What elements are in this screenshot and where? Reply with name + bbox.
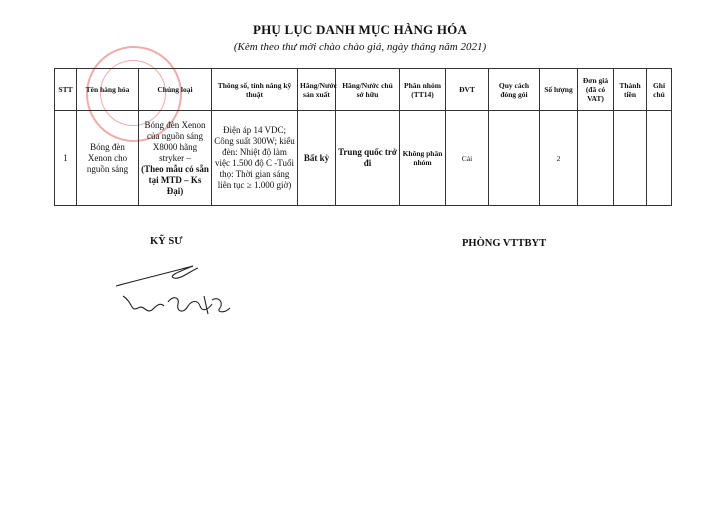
cell-thanh-tien	[614, 111, 647, 206]
cell-so-luong: 2	[540, 111, 578, 206]
cell-dvt: Cái	[446, 111, 489, 206]
header-stt: STT	[55, 69, 77, 111]
cell-chung-loai	[139, 111, 212, 206]
cell-quy-cach	[489, 111, 540, 206]
table-header-row	[55, 69, 672, 111]
cell-ghi-chu	[647, 111, 672, 206]
header-ghi-chu: Ghi chú	[647, 69, 672, 111]
cell-hang-nuoc-sx: Bất kỳ	[298, 111, 336, 206]
header-ten-hang-hoa: Tên hàng hóa	[77, 69, 139, 111]
header-thanh-tien: Thành tiền	[614, 69, 647, 111]
ky-su-label: KỸ SƯ	[150, 236, 183, 247]
cell-ten-hang-hoa: Bóng đèn Xenon cho nguồn sáng	[77, 111, 139, 206]
header-so-luong: Số lượng	[540, 69, 578, 111]
document-title: PHỤ LỤC DANH MỤC HÀNG HÓA	[252, 22, 468, 37]
chung-loai-text: Bóng đèn Xenon của nguồn sáng X8000 hãng stryker –	[144, 119, 206, 163]
header-thong-so: Thông số, tính năng kỹ thuật	[212, 69, 298, 111]
header-hang-nuoc-sx: Hãng/Nước sản xuất	[298, 69, 336, 111]
header-hang-nuoc-chu-so-huu: Hãng/Nước chủ sở hữu	[336, 69, 400, 111]
header-dvt: ĐVT	[446, 69, 489, 111]
handwritten-signature	[108, 256, 238, 326]
header-quy-cach: Quy cách đóng gói	[489, 69, 540, 111]
document-subtitle: (Kèm theo thư mời chào chào giá, ngày tháng năm 2021)	[233, 41, 487, 53]
cell-phan-nhom: Không phân nhóm	[400, 111, 446, 206]
cell-don-gia	[578, 111, 614, 206]
chung-loai-note: (Theo mẫu có sẵn tại MTD – Ks Đại)	[141, 163, 209, 196]
goods-table	[54, 68, 672, 206]
phong-vttbyt-label: PHÒNG VTTBYT	[462, 238, 547, 249]
cell-hang-nuoc-chu-so-huu: Trung quốc trở đi	[336, 111, 400, 206]
header-don-gia: Đơn giá (đã có VAT)	[578, 69, 614, 111]
header-phan-nhom: Phân nhóm (TT14)	[400, 69, 446, 111]
table-row	[55, 111, 672, 206]
cell-thong-so: Điện áp 14 VDC; Công suất 300W; kiểu đèn: Nhiệt độ làm việc 1.500 độ C -Tuổi thọ: Thời gian sáng liên tục ≥ 1.000 giờ)	[212, 111, 298, 206]
header-chung-loai: Chủng loại	[139, 69, 212, 111]
cell-stt: 1	[55, 111, 77, 206]
